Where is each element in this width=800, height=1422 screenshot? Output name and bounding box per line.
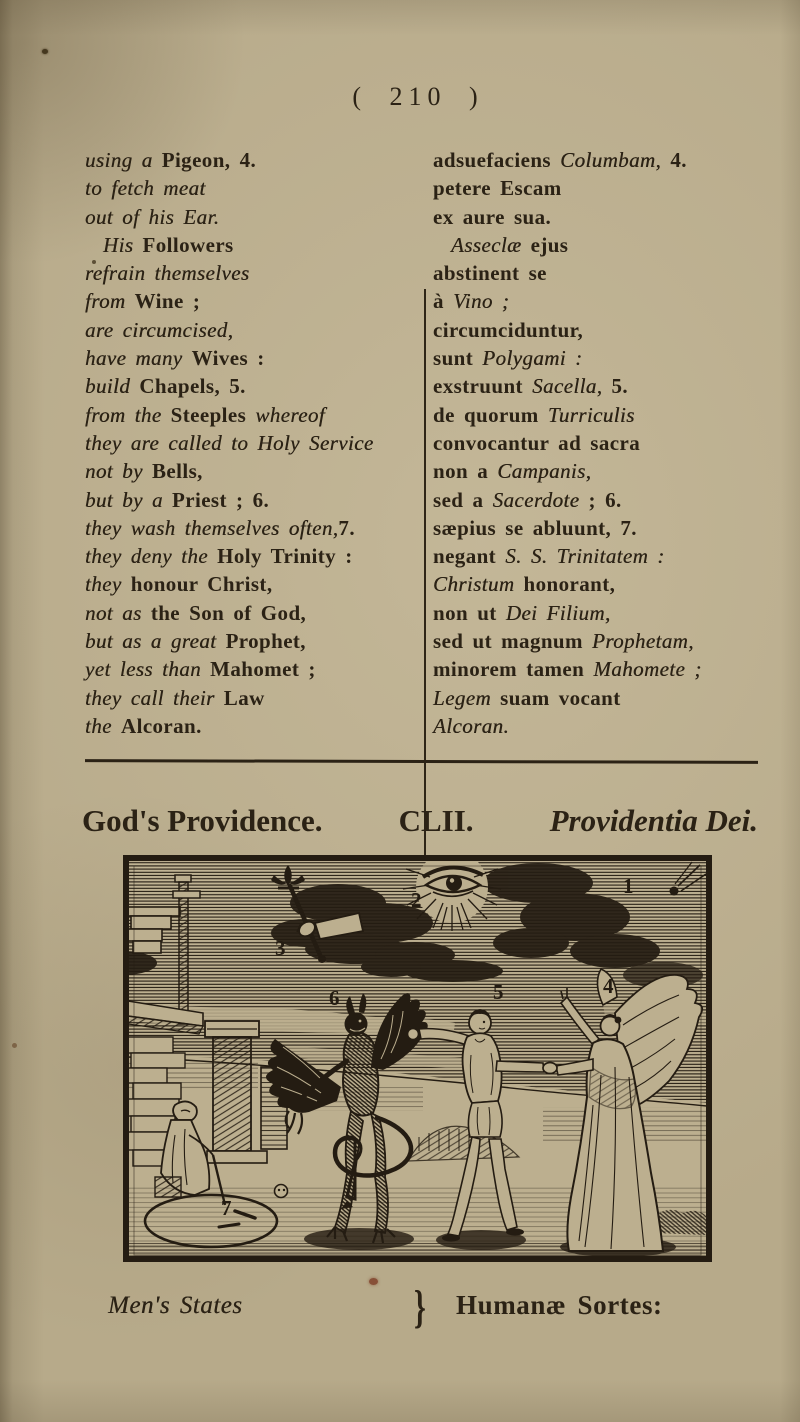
section-divider-rule (85, 759, 758, 764)
text-segment: Prophetam, (592, 629, 694, 654)
text-line (85, 174, 430, 202)
paper-speck (12, 1043, 17, 1048)
text-segment: from the (85, 402, 171, 427)
text-segment: the Son of God, (150, 600, 307, 625)
text-line (85, 203, 430, 231)
text-segment: Legem (433, 685, 501, 710)
text-segment: to fetch meat (85, 176, 206, 201)
text-line (85, 344, 430, 372)
text-line (433, 542, 763, 570)
text-line (433, 372, 763, 400)
text-segment: but as a great (85, 629, 226, 654)
text-line (433, 259, 763, 287)
english-column (85, 146, 430, 740)
text-line (85, 599, 430, 627)
text-segment: Priest ; 6. (172, 487, 270, 512)
text-segment: they (85, 572, 131, 597)
text-segment: Wives : (191, 346, 265, 371)
chapter-title-latin: Providentia Dei. (549, 803, 758, 838)
text-segment: suam vocant (500, 685, 621, 710)
text-line (433, 203, 763, 231)
text-line (85, 457, 430, 485)
label-comet: 1 (623, 874, 634, 898)
text-line (85, 372, 430, 400)
text-segment: Steeples (170, 402, 256, 427)
text-segment: non a (433, 459, 498, 484)
text-segment: His (103, 232, 143, 257)
text-segment: negant (433, 544, 506, 569)
text-segment: Alcoran. (121, 713, 202, 738)
text-segment: Alcoran. (433, 713, 510, 738)
page-number: ( 210 ) (352, 82, 484, 111)
next-chapter-catchwords (0, 1284, 800, 1344)
text-segment: Bells, (151, 459, 203, 484)
text-segment: the (85, 713, 122, 738)
text-segment: honorant, (523, 572, 616, 597)
text-segment: Turriculis (547, 402, 635, 427)
text-segment: de quorum (433, 402, 548, 427)
text-line (433, 231, 763, 259)
text-line (433, 429, 763, 457)
label-eye: 2 (411, 888, 422, 912)
text-line (85, 486, 430, 514)
text-segment: ; 6. (588, 487, 622, 512)
text-segment: Campanis, (497, 459, 592, 484)
chapter-title-english: God's Providence. (82, 803, 323, 838)
text-line (433, 599, 763, 627)
text-segment: 4. (670, 148, 687, 172)
text-segment: build (85, 374, 140, 399)
text-segment: but by a (85, 487, 173, 512)
text-line (433, 570, 763, 598)
text-segment: Asseclæ (451, 232, 531, 257)
paper-speck (42, 49, 48, 54)
label-angel: 4 (603, 974, 614, 998)
text-line (433, 344, 763, 372)
text-segment: petere Escam (433, 176, 562, 201)
text-segment: Prophet, (225, 629, 306, 654)
text-line (85, 429, 430, 457)
text-line (85, 542, 430, 570)
text-line (433, 401, 763, 429)
text-line (85, 401, 430, 429)
chapter-header (82, 803, 758, 839)
text-segment: à (433, 289, 454, 314)
text-segment: have many (85, 346, 192, 371)
text-segment: S. S. Trinitatem : (505, 544, 665, 569)
label-scepter: 3 (275, 936, 286, 960)
text-line (433, 486, 763, 514)
text-segment: exstruunt (433, 374, 533, 399)
text-segment: from (85, 289, 135, 314)
text-segment: Holy Trinity : (217, 544, 353, 569)
text-segment: abstinent se (433, 261, 547, 286)
text-segment: they are called to Holy Service (85, 430, 374, 455)
text-line (433, 287, 763, 315)
text-segment: sed ut magnum (433, 629, 593, 654)
text-line (85, 514, 430, 542)
text-segment: 7. (338, 515, 355, 540)
text-segment: sæpius se abluunt, 7. (433, 515, 637, 540)
text-segment: Dei Filium, (505, 600, 611, 625)
text-segment: Vino ; (453, 289, 510, 314)
text-line (85, 146, 430, 174)
text-segment: circumciduntur, (433, 317, 584, 342)
providence-woodcut (123, 855, 712, 1262)
text-segment: Columbam, (560, 148, 671, 172)
text-segment: using a (85, 148, 162, 172)
text-segment: Sacerdote (492, 487, 589, 512)
text-segment: ex aure sua. (433, 204, 552, 229)
text-segment: Mahomet ; (210, 657, 316, 682)
text-segment: non ut (433, 600, 506, 625)
text-line (433, 627, 763, 655)
text-segment: whereof (255, 402, 326, 427)
text-line (433, 316, 763, 344)
text-segment: Sacella, (532, 374, 612, 399)
text-segment: sed a (433, 487, 493, 512)
text-segment: Pigeon, 4. (161, 148, 257, 172)
text-segment: adsuefaciens (433, 148, 561, 172)
catchword-english: Men's States (108, 1292, 243, 1319)
brace-glyph: } (414, 1282, 426, 1334)
text-segment: Christum (433, 572, 524, 597)
text-segment: Followers (142, 232, 234, 257)
text-segment: not as (85, 600, 151, 625)
text-line (85, 627, 430, 655)
catchword-latin: Humanæ Sortes: (456, 1290, 663, 1320)
text-segment: ejus (530, 232, 569, 257)
label-devil: 6 (329, 986, 340, 1010)
column-divider-rule (424, 289, 426, 888)
text-segment: are circumcised, (85, 317, 234, 342)
latin-column (433, 146, 763, 740)
text-segment: they deny the (85, 544, 218, 569)
text-segment: they call their (85, 685, 224, 710)
text-line (85, 287, 430, 315)
text-line (433, 174, 763, 202)
text-line (433, 712, 763, 740)
text-line (85, 684, 430, 712)
label-man: 5 (493, 980, 504, 1004)
text-line (433, 684, 763, 712)
text-line (85, 712, 430, 740)
text-segment: convocantur ad sacra (433, 430, 641, 455)
text-segment: yet less than (85, 657, 211, 682)
text-line (433, 146, 763, 174)
text-segment: Mahomete ; (593, 657, 702, 682)
text-segment: Wine ; (134, 289, 201, 314)
text-line (433, 457, 763, 485)
text-line (85, 655, 430, 683)
woodcut-engraving (123, 855, 712, 1262)
text-line (85, 231, 430, 259)
text-segment: Polygami : (482, 346, 583, 371)
chapter-numeral: CLII. (398, 803, 474, 838)
text-segment: out of his Ear. (85, 204, 220, 229)
text-segment: they wash themselves often, (85, 515, 339, 540)
text-segment: Law (223, 685, 265, 710)
text-segment: 5. (611, 374, 629, 399)
text-line (433, 655, 763, 683)
text-line (433, 514, 763, 542)
text-segment: sunt (433, 346, 483, 371)
text-segment: Chapels, 5. (139, 374, 246, 399)
text-segment: minorem tamen (433, 657, 594, 682)
text-line (85, 316, 430, 344)
text-segment: honour Christ, (130, 572, 273, 597)
label-sorcerer: 7 (221, 1196, 232, 1220)
text-line (85, 570, 430, 598)
text-segment: refrain themselves (85, 261, 250, 286)
text-segment: not by (85, 459, 152, 484)
text-line (85, 259, 430, 287)
